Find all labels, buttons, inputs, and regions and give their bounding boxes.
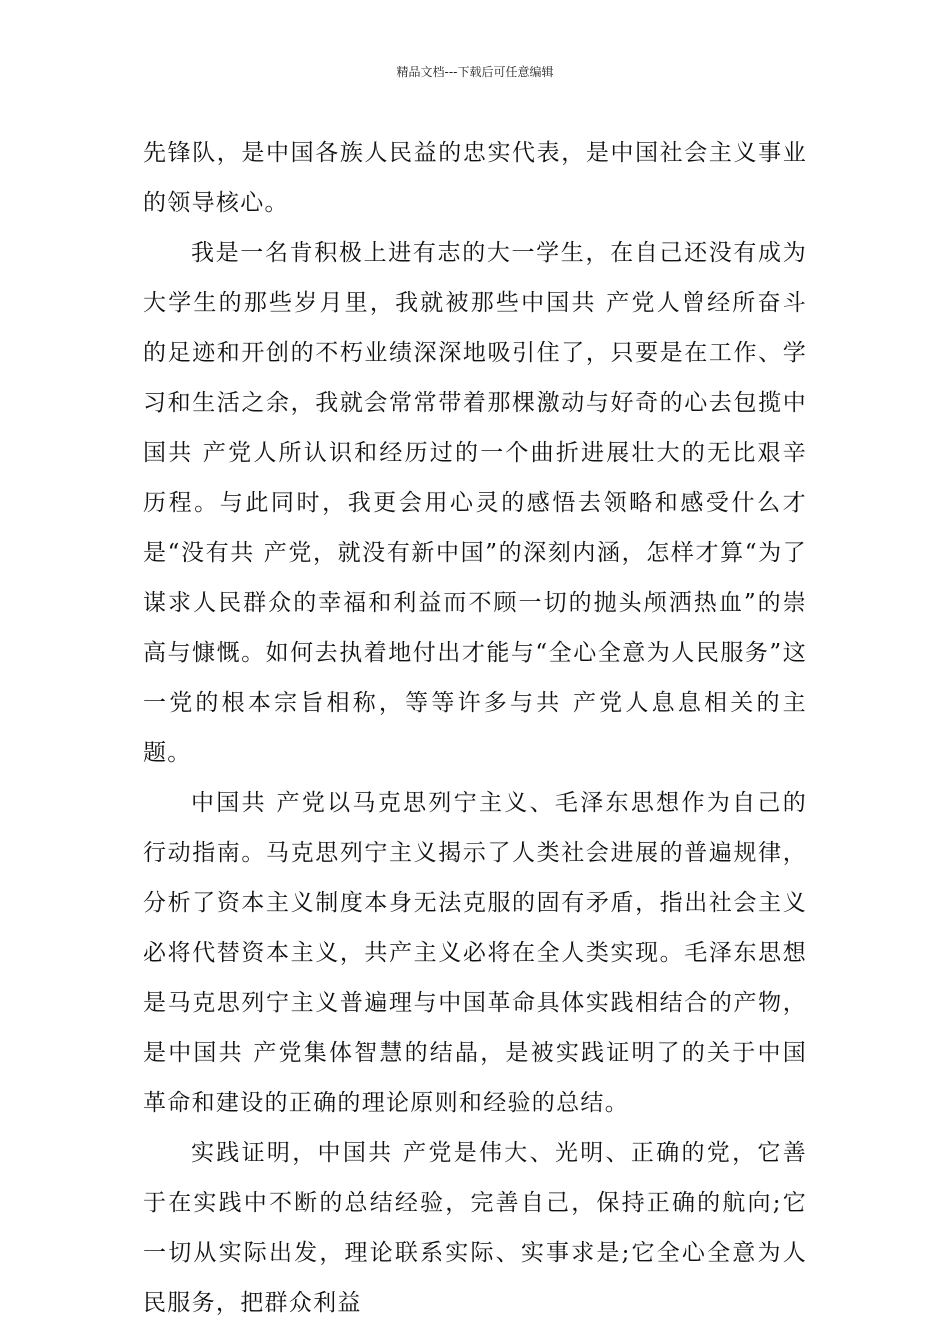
page-header: 精品文档---下载后可任意编辑 <box>396 65 554 79</box>
paragraph-personal-statement: 我是一名肯积极上进有志的大一学生，在自己还没有成为大学生的那些岁月里，我就被那些中国共 产党人曾经所奋斗的足迹和开创的不朽业绩深深地吸引住了，只要是在工作、学习和生活之余，我就会常常带着那棵激动与好奇的心去包揽中国共 产党人所认识和经历过的一个曲折进展壮大的无比艰辛历程。与此同时，我更会用心灵的感悟去领略和感受什么才是“没有共 产党，就没有新中国”的深刻内涵，怎样才算“为了谋求人民群众的幸福和利益而不顾一切的抛头颅洒热血”的崇高与慷慨。如何去执着地付出才能与“全心全意为人民服务”这一党的根本宗旨相称，等等许多与共 产党人息息相关的主题。 <box>143 240 807 766</box>
paragraph-practice-proof: 实践证明，中国共 产党是伟大、光明、正确的党，它善于在实践中不断的总结经验，完善自己，保持正确的航向;它一切从实际出发，理论联系实际、实事求是;它全心全意为人民服务，把群众利益 <box>143 1140 807 1316</box>
paragraph-guiding-ideology: 中国共 产党以马克思列宁主义、毛泽东思想作为自己的行动指南。马克思列宁主义揭示了人类社会进展的普遍规律，分析了资本主义制度本身无法克服的固有矛盾，指出社会主义必将代替资本主义，共产主义必将在全人类实现。毛泽东思想是马克思列宁主义普遍理与中国革命具体实践相结合的产物，是中国共 产党集体智慧的结晶，是被实践证明了的关于中国革命和建设的正确的理论原则和经验的总结。 <box>143 790 807 1116</box>
paragraph-continuation: 先锋队，是中国各族人民益的忠实代表，是中国社会主义事业的领导核心。 <box>143 140 807 216</box>
document-body <box>143 128 807 1328</box>
